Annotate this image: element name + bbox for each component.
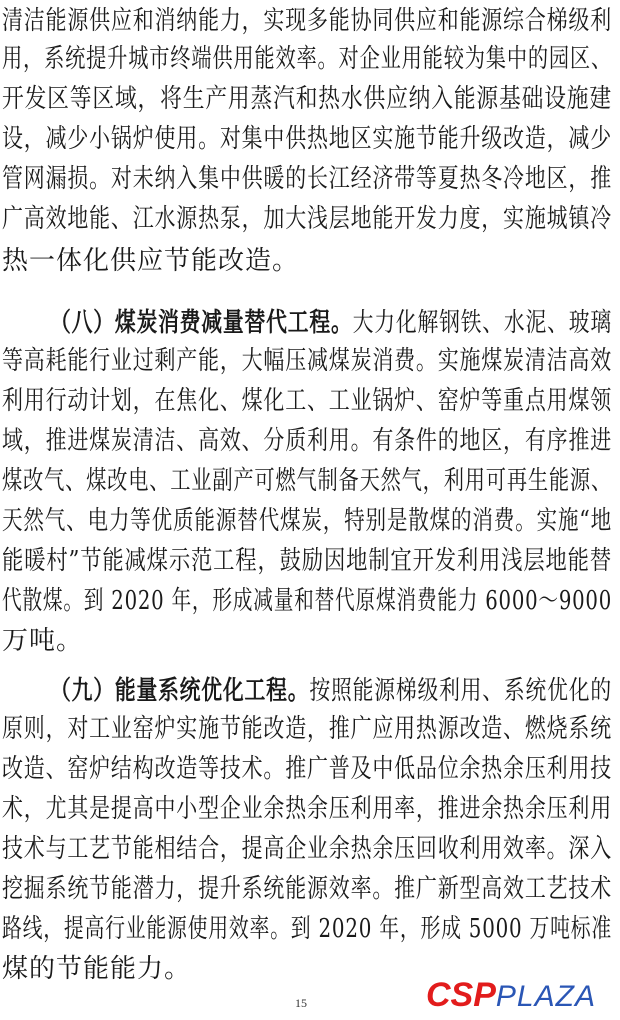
- text-line: [0, 714, 620, 744]
- line-text: 能暖村”节能减煤示范工程，鼓励因地制宜开发利用浅层地能替: [2, 546, 612, 576]
- text-line: [0, 426, 620, 456]
- text-line: [0, 308, 620, 338]
- text-line: [0, 466, 620, 496]
- text-line: [0, 794, 620, 824]
- line-text: 万吨。: [2, 626, 84, 656]
- text-line: [0, 124, 620, 154]
- text-line: [0, 164, 620, 194]
- watermark-plaza: PLAZA: [495, 980, 596, 1013]
- line-text: 路线，提高行业能源使用效率。到 2020 年，形成 5000 万吨标准: [2, 914, 612, 944]
- text-line: [0, 626, 620, 656]
- line-text: 原则，对工业窑炉实施节能改造，推广应用热源改造、燃烧系统: [2, 714, 612, 744]
- line-text: 用，系统提升城市终端供用能效率。对企业用能较为集中的园区、: [2, 44, 612, 74]
- line-text: 技术与工艺节能相结合，提高企业余热余压回收利用效率。深入: [2, 834, 612, 864]
- line-text: 清洁能源供应和消纳能力，实现多能协同供应和能源综合梯级利: [2, 6, 612, 36]
- line-text: 开发区等区域，将生产用蒸汽和热水供应纳入能源基础设施建: [2, 84, 612, 114]
- text-line: [0, 676, 620, 706]
- watermark-csp: CSP: [426, 976, 496, 1014]
- line-text: 术，尤其是提高中小型企业余热余压利用率，推进余热余压利用: [2, 794, 612, 824]
- text-line: [0, 914, 620, 944]
- line-text: 天然气、电力等优质能源替代煤炭，特别是散煤的消费。实施“地: [2, 506, 612, 536]
- line-text: 煤改气、煤改电、工业副产可燃气制备天然气，利用可再生能源、: [2, 466, 612, 496]
- line-text: 改造、窑炉结构改造等技术。推广普及中低品位余热余压利用技: [2, 754, 612, 784]
- line-text: 域，推进煤炭清洁、高效、分质利用。有条件的地区，有序推进: [2, 426, 612, 456]
- line-text: 利用行动计划，在焦化、煤化工、工业锅炉、窑炉等重点用煤领: [2, 386, 612, 416]
- text-line: [0, 346, 620, 376]
- text-line: [0, 6, 620, 36]
- line-text: 等高耗能行业过剩产能，大幅压减煤炭消费。实施煤炭清洁高效: [2, 346, 612, 376]
- page-number: 15: [295, 996, 307, 1010]
- line-text: 挖掘系统节能潜力，提升系统能源效率。推广新型高效工艺技术: [2, 874, 612, 904]
- text-line: [0, 204, 620, 234]
- text-line: [0, 386, 620, 416]
- section-heading: （九）能量系统优化工程。: [50, 676, 310, 706]
- text-line: [0, 546, 620, 576]
- text-line: [0, 84, 620, 114]
- line-text: 代散煤。到 2020 年，形成减量和替代原煤消费能力 6000～9000: [2, 586, 612, 616]
- line-text: 煤的节能能力。: [2, 954, 192, 984]
- text-line: [0, 874, 620, 904]
- line-text: 热一体化供应节能改造。: [2, 246, 300, 276]
- text-line: [0, 44, 620, 74]
- text-line: [0, 834, 620, 864]
- section-text: 大力化解钢铁、水泥、玻璃: [352, 308, 612, 338]
- text-line: [0, 246, 620, 276]
- text-line: [0, 754, 620, 784]
- text-line: [0, 506, 620, 536]
- watermark-logo: [426, 976, 616, 1014]
- text-line: [0, 586, 620, 616]
- section-text: 按照能源梯级利用、系统优化的: [309, 676, 612, 706]
- section-heading: （八）煤炭消费减量替代工程。: [50, 308, 353, 338]
- line-text: 管网漏损。对未纳入集中供暖的长江经济带等夏热冬冷地区，推: [2, 164, 612, 194]
- line-text: 设，减少小锅炉使用。对集中供热地区实施节能升级改造，减少: [2, 124, 612, 154]
- line-text: 广高效地能、江水源热泵，加大浅层地能开发力度，实施城镇冷: [2, 204, 612, 234]
